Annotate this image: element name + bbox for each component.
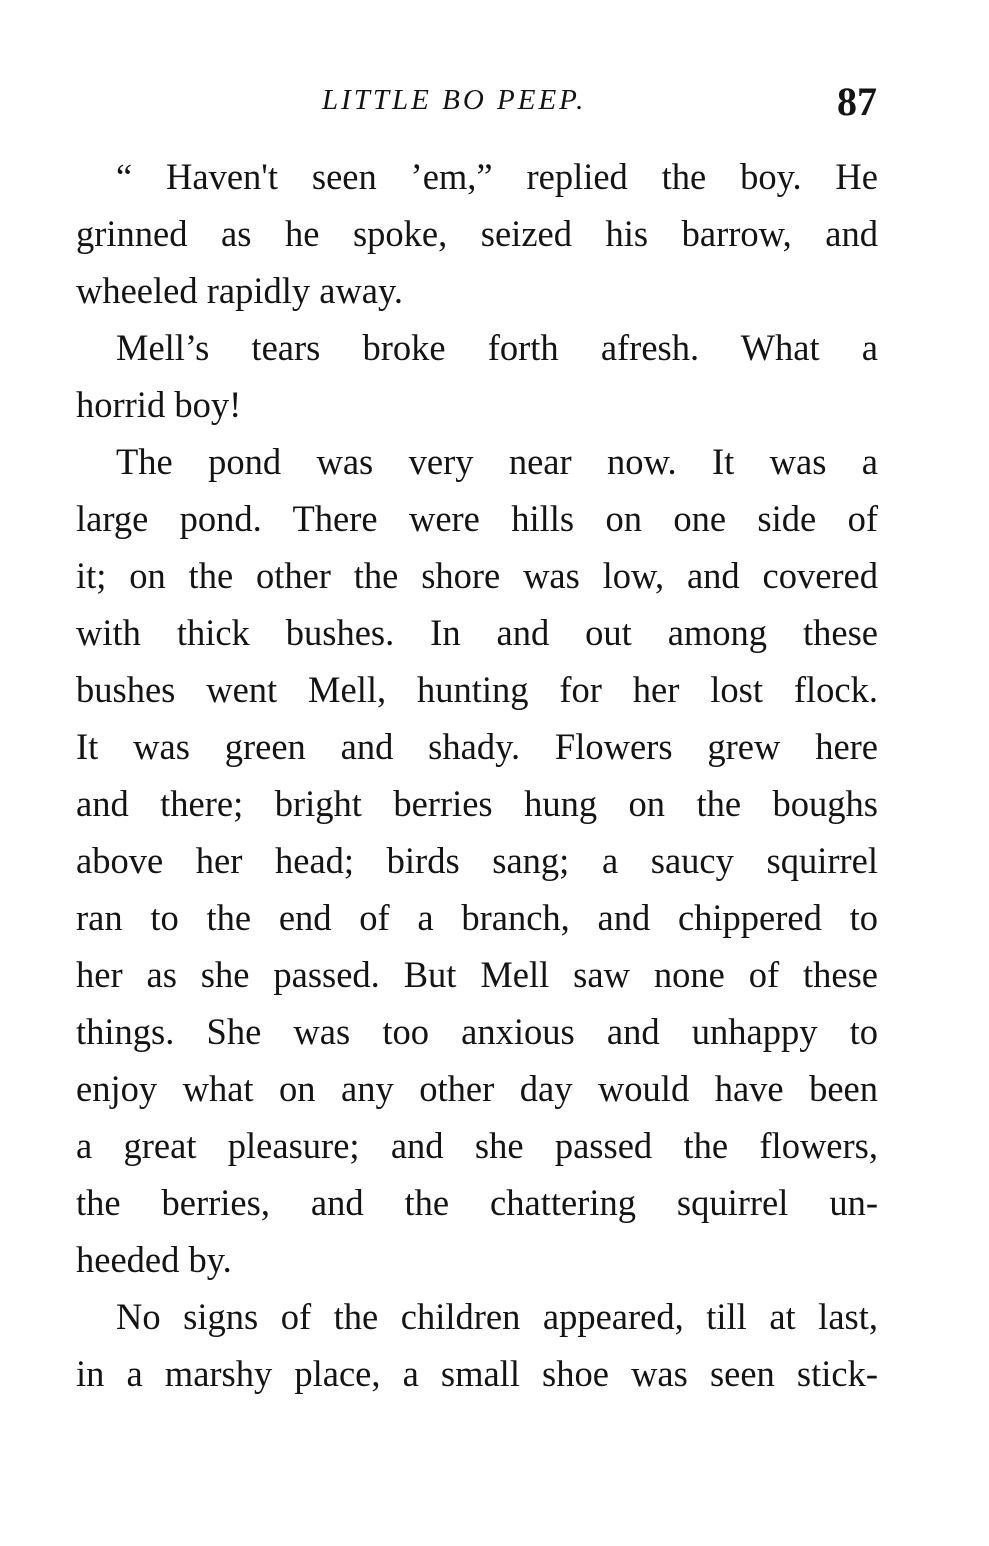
text-line: “ Haven't seen ’em,” replied the boy. He (116, 156, 878, 197)
text-line: The pond was very near now. It was a (116, 441, 878, 482)
text-line: heeded by. (76, 1239, 232, 1280)
body-text (76, 148, 878, 1402)
paragraph (76, 433, 878, 1288)
text-line: her as she passed. But Mell saw none of these (76, 954, 878, 995)
running-title: LITTLE BO PEEP. (322, 84, 587, 116)
text-line: a great pleasure; and she passed the flowers, (76, 1125, 878, 1166)
text-line: grinned as he spoke, seized his barrow, and (76, 213, 878, 254)
text-line: horrid boy! (76, 384, 242, 425)
text-line: things. She was too anxious and unhappy to (76, 1011, 878, 1052)
paragraph (76, 148, 878, 319)
text-line: above her head; birds sang; a saucy squirrel (76, 840, 878, 881)
text-line: in a marshy place, a small shoe was seen stick- (76, 1353, 878, 1394)
text-line: the berries, and the chattering squirrel un- (76, 1182, 878, 1223)
page-number: 87 (837, 79, 877, 124)
text-line: enjoy what on any other day would have been (76, 1068, 878, 1109)
page-header (0, 72, 989, 122)
text-line: No signs of the children appeared, till at last, (116, 1296, 878, 1337)
text-line: bushes went Mell, hunting for her lost flock. (76, 669, 878, 710)
paragraph (76, 1288, 878, 1402)
text-line: large pond. There were hills on one side of (76, 498, 878, 539)
paragraph (76, 319, 878, 433)
text-line: with thick bushes. In and out among these (76, 612, 878, 653)
text-line: ran to the end of a branch, and chippered to (76, 897, 878, 938)
text-line: wheeled rapidly away. (76, 270, 404, 311)
text-line: it; on the other the shore was low, and covered (76, 555, 878, 596)
text-line: It was green and shady. Flowers grew here (76, 726, 878, 767)
text-line: and there; bright berries hung on the boughs (76, 783, 878, 824)
text-line: Mell’s tears broke forth afresh. What a (116, 327, 878, 368)
